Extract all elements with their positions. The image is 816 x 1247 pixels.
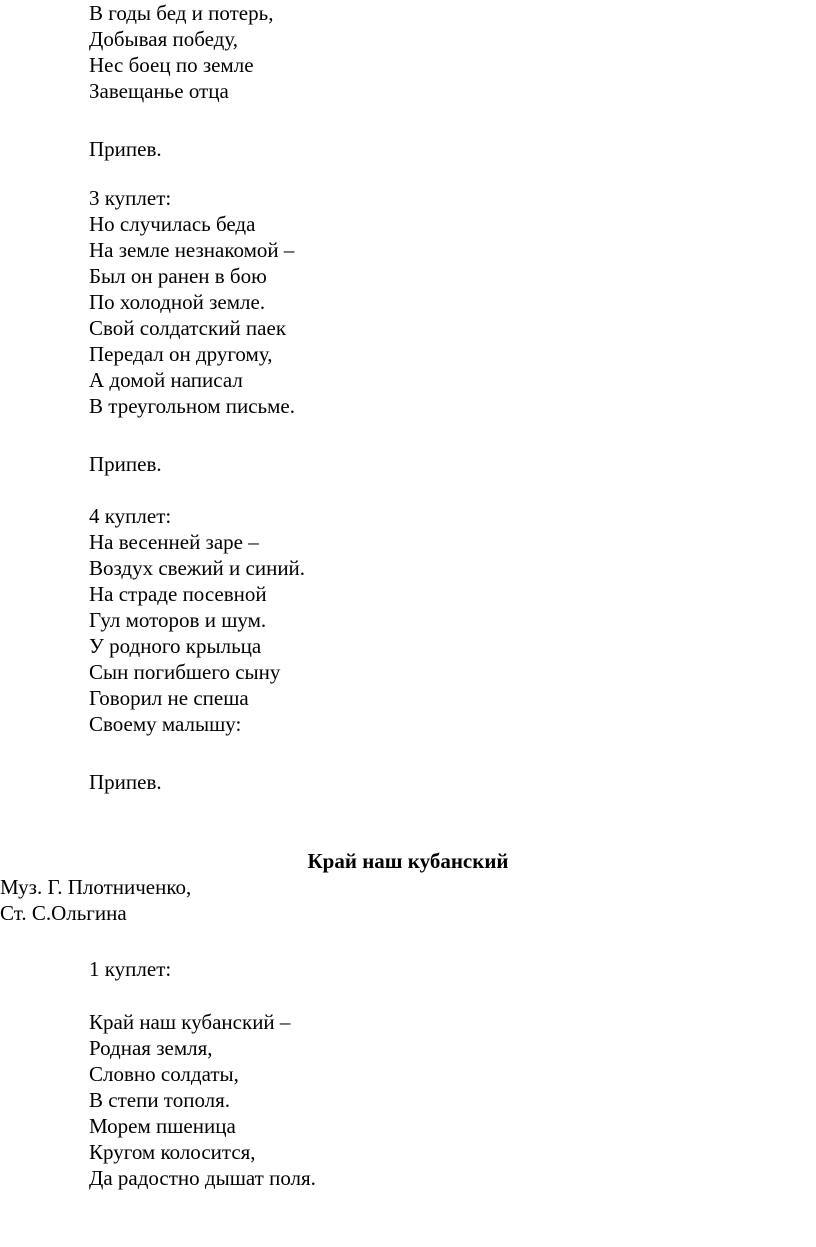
lyric-line: Воздух свежий и синий. xyxy=(89,556,306,580)
lyric-line: В степи тополя. xyxy=(89,1088,231,1112)
song-credits xyxy=(0,874,191,926)
lyric-line: Родная земля, xyxy=(89,1036,213,1060)
chorus-label-1-block xyxy=(89,136,162,162)
verse-4 xyxy=(89,503,305,737)
lyric-line: Передал он другому, xyxy=(89,342,273,366)
lyric-line: Да радостно дышат поля. xyxy=(89,1166,316,1190)
lyric-line: На весенней заре – xyxy=(89,530,259,554)
lyric-line: В треугольном письме. xyxy=(89,394,295,418)
chorus-label-2-block xyxy=(89,451,162,477)
lyric-line: Словно солдаты, xyxy=(89,1062,239,1086)
lyric-line: В годы бед и потерь, xyxy=(89,1,274,25)
lyric-line: Кругом колосится, xyxy=(89,1140,256,1164)
lyric-line: Завещанье отца xyxy=(89,79,229,103)
lyricist-credit: Ст. С.Ольгина xyxy=(0,901,127,925)
lyric-line: На земле незнакомой – xyxy=(89,238,295,262)
chorus-label: Припев. xyxy=(89,770,162,794)
composer-credit: Муз. Г. Плотниченко, xyxy=(0,875,192,899)
chorus-label: Припев. xyxy=(89,137,162,161)
lyric-line: Своему малышу: xyxy=(89,712,242,736)
lyric-line: У родного крыльца xyxy=(89,634,262,658)
verse-heading: 3 куплет: xyxy=(89,186,172,210)
lyric-line: Сын погибшего сыну xyxy=(89,660,281,684)
song-2-verse-1 xyxy=(89,1009,316,1191)
lyric-line: Был он ранен в бою xyxy=(89,264,267,288)
lyric-line: Свой солдатский паек xyxy=(89,316,287,340)
song-title-text: Край наш кубанский xyxy=(307,849,509,873)
lyric-line: Гул моторов и шум. xyxy=(89,608,267,632)
lyric-line: Край наш кубанский – xyxy=(89,1010,291,1034)
verse-3 xyxy=(89,185,295,419)
lyric-line: А домой написал xyxy=(89,368,243,392)
lyric-line: Но случилась беда xyxy=(89,212,256,236)
chorus-label-3-block xyxy=(89,769,162,795)
verse-heading: 1 куплет: xyxy=(89,957,172,981)
lyric-line: Добывая победу, xyxy=(89,27,239,51)
lyric-line: На страде посевной xyxy=(89,582,267,606)
lyric-line: Морем пшеница xyxy=(89,1114,236,1138)
verse-2-tail xyxy=(89,0,273,104)
song-2-verse-1-heading-block xyxy=(89,956,171,982)
lyric-line: По холодной земле. xyxy=(89,290,266,314)
lyric-line: Нес боец по земле xyxy=(89,53,254,77)
song-title xyxy=(0,848,816,874)
verse-heading: 4 куплет: xyxy=(89,504,172,528)
lyric-line: Говорил не спеша xyxy=(89,686,249,710)
chorus-label: Припев. xyxy=(89,452,162,476)
